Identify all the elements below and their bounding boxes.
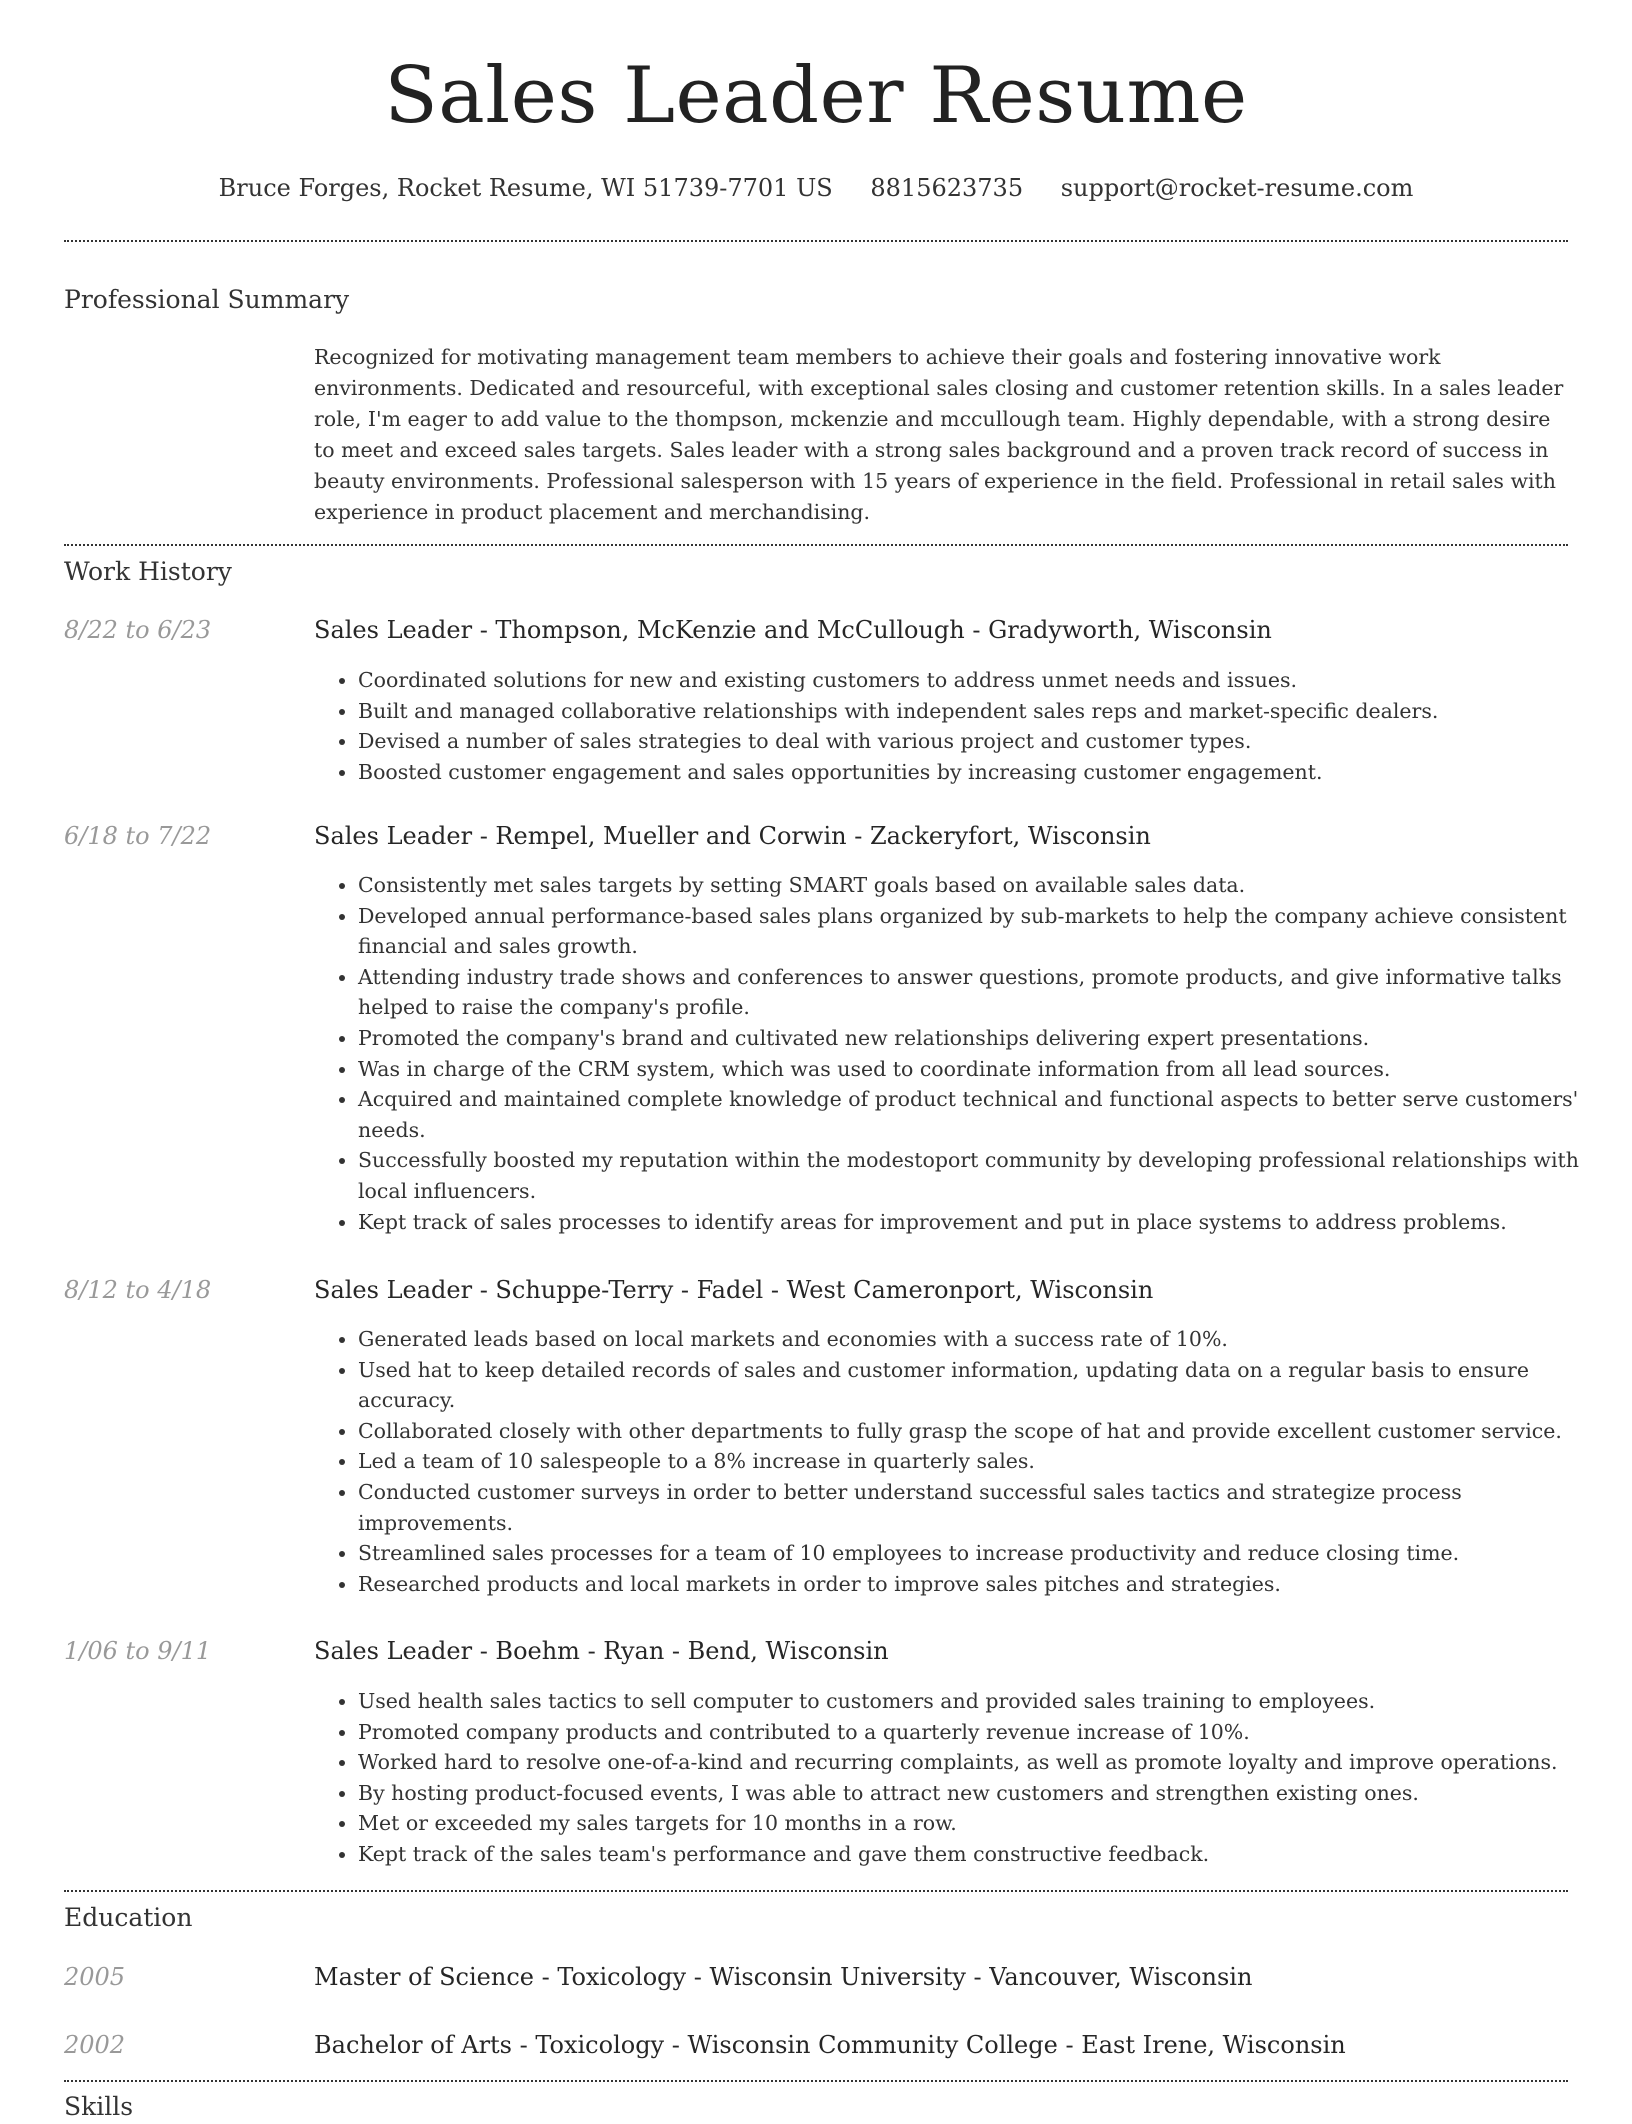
job-bullet: • Kept track of sales processes to identify areas for improvement and put in place systems to address problems.	[358, 1207, 1612, 1238]
section-divider	[64, 240, 1568, 242]
job-dates: 1/06 to 9/11	[64, 1637, 212, 1665]
job-bullet: • Promoted the company's brand and cultivated new relationships delivering expert presentations.	[358, 1023, 1612, 1054]
resume-title: Sales Leader Resume	[384, 51, 1248, 141]
work-history-heading: Work History	[64, 557, 232, 586]
contact-line	[0, 172, 1632, 204]
job-dates: 8/22 to 6/23	[64, 616, 212, 644]
job-bullet: • Researched products and local markets in order to improve sales pitches and strategies.	[358, 1569, 1612, 1600]
contact-phone: 8815623735	[870, 174, 1024, 202]
job-title: Sales Leader - Rempel, Mueller and Corwin - Zackeryfort, Wisconsin	[314, 822, 1151, 850]
education-heading: Education	[64, 1903, 193, 1932]
job-dates: 8/12 to 4/18	[64, 1276, 212, 1304]
job-bullet: • Promoted company products and contributed to a quarterly revenue increase of 10%.	[358, 1717, 1612, 1748]
education-title: Bachelor of Arts - Toxicology - Wisconsin Community College - East Irene, Wisconsin	[314, 2031, 1346, 2059]
job-bullet: • Conducted customer surveys in order to better understand successful sales tactics and strategize process improvements.	[358, 1477, 1612, 1538]
job-bullets	[314, 870, 1612, 1237]
education-year: 2002	[64, 2031, 126, 2059]
job-bullet: • Coordinated solutions for new and existing customers to address unmet needs and issues.	[358, 665, 1612, 696]
job-bullet: • Boosted customer engagement and sales opportunities by increasing customer engagement.	[358, 757, 1612, 788]
job-bullet: • Collaborated closely with other departments to fully grasp the scope of hat and provide excellent customer service.	[358, 1416, 1612, 1447]
job-bullet: • Successfully boosted my reputation within the modestoport community by developing professional relationships with local influencers.	[358, 1145, 1612, 1206]
job-dates: 6/18 to 7/22	[64, 822, 212, 850]
job-bullet: • By hosting product-focused events, I was able to attract new customers and strengthen existing ones.	[358, 1778, 1612, 1809]
job-bullet: • Used health sales tactics to sell computer to customers and provided sales training to employees.	[358, 1686, 1612, 1717]
job-bullet: • Used hat to keep detailed records of sales and customer information, updating data on a regular basis to ensure accuracy.	[358, 1355, 1612, 1416]
job-bullet: • Consistently met sales targets by setting SMART goals based on available sales data.	[358, 870, 1612, 901]
job-bullet: • Was in charge of the CRM system, which was used to coordinate information from all lead sources.	[358, 1054, 1612, 1085]
section-divider	[64, 2080, 1568, 2082]
job-title: Sales Leader - Boehm - Ryan - Bend, Wisconsin	[314, 1637, 889, 1665]
job-bullet: • Developed annual performance-based sales plans organized by sub-markets to help the company achieve consistent financial and sales growth.	[358, 901, 1612, 962]
contact-email: support@rocket-resume.com	[1060, 174, 1414, 202]
job-title: Sales Leader - Thompson, McKenzie and McCullough - Gradyworth, Wisconsin	[314, 616, 1272, 644]
skills-heading: Skills	[64, 2092, 134, 2121]
job-bullets	[314, 1686, 1612, 1870]
summary-text: Recognized for motivating management team members to achieve their goals and fostering innovative work environments. Dedicated and resourceful, with exceptional sales closing and customer retention skills. In a sales leader role, I'm eager to add value to the thompson, mckenzie and mccullough team. Highly dependable, with a strong desire to meet and exceed sales targets. Sales leader with a strong sales background and a proven track record of success in beauty environments. Professional salesperson with 15 years of experience in the field. Professional in retail sales with experience in product placement and merchandising.	[314, 345, 1564, 524]
job-title: Sales Leader - Schuppe-Terry - Fadel - West Cameronport, Wisconsin	[314, 1276, 1154, 1304]
section-divider	[64, 1890, 1568, 1892]
job-bullet: • Generated leads based on local markets and economies with a success rate of 10%.	[358, 1324, 1612, 1355]
education-year: 2005	[64, 1963, 126, 1991]
education-title: Master of Science - Toxicology - Wisconsin University - Vancouver, Wisconsin	[314, 1963, 1253, 1991]
job-bullet: • Met or exceeded my sales targets for 10 months in a row.	[358, 1808, 1612, 1839]
section-divider	[64, 544, 1568, 546]
job-bullet: • Attending industry trade shows and conferences to answer questions, promote products, and give informative talks helped to raise the company's profile.	[358, 962, 1612, 1023]
job-bullet: • Devised a number of sales strategies to deal with various project and customer types.	[358, 726, 1612, 757]
job-bullets	[314, 665, 1612, 787]
job-bullet: • Streamlined sales processes for a team of 10 employees to increase productivity and reduce closing time.	[358, 1538, 1612, 1569]
job-bullet: • Worked hard to resolve one-of-a-kind and recurring complaints, as well as promote loyalty and improve operations.	[358, 1747, 1612, 1778]
job-bullet: • Led a team of 10 salespeople to a 8% increase in quarterly sales.	[358, 1446, 1612, 1477]
contact-address: Bruce Forges, Rocket Resume, WI 51739-7701 US	[218, 174, 833, 202]
summary-heading: Professional Summary	[64, 285, 350, 314]
job-bullet: • Built and managed collaborative relationships with independent sales reps and market-specific dealers.	[358, 696, 1612, 727]
job-bullet: • Acquired and maintained complete knowledge of product technical and functional aspects to better serve customers' needs.	[358, 1084, 1612, 1145]
job-bullets	[314, 1324, 1612, 1599]
job-bullet: • Kept track of the sales team's performance and gave them constructive feedback.	[358, 1839, 1612, 1870]
